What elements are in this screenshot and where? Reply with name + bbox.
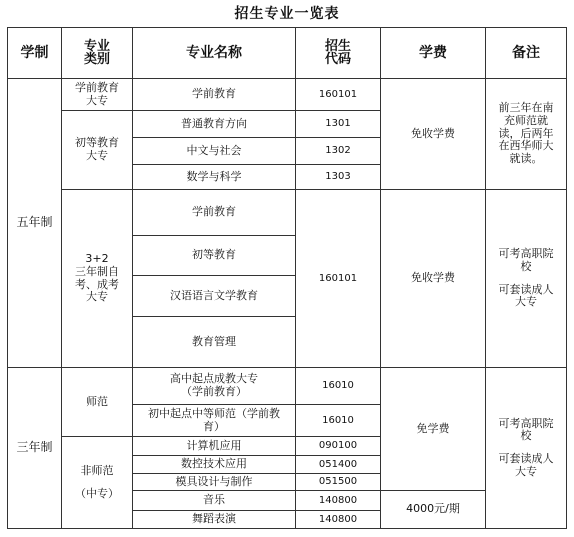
code-cell: 16010 xyxy=(295,404,381,437)
category-preschool-college: 学前教育 大专 xyxy=(61,78,133,111)
remark-cell xyxy=(485,367,567,529)
category-line: 非师范 xyxy=(80,463,114,477)
remark-line: 可考高职院 校 xyxy=(498,416,554,443)
fee-cell: 免收学费 xyxy=(380,78,486,190)
page-title: 招生专业一览表 xyxy=(234,6,340,22)
code-cell: 090100 xyxy=(295,436,381,456)
category-3plus2 xyxy=(61,189,133,368)
major-cell: 模具设计与制作 xyxy=(132,473,296,491)
major-cell: 高中起点成教大专 （学前教育） xyxy=(132,367,296,405)
category-line: （中专） xyxy=(75,486,119,500)
remark-cell xyxy=(485,189,567,368)
major-cell: 计算机应用 xyxy=(132,436,296,456)
major-cell: 普通教育方向 xyxy=(132,110,296,138)
category-line: 三年制自 考、成考 大专 xyxy=(75,264,119,304)
fee-cell: 免收学费 xyxy=(380,189,486,368)
category-non-normal xyxy=(61,436,133,529)
remark-line: 可套读成人 大专 xyxy=(498,282,554,309)
code-cell: 1303 xyxy=(295,164,381,190)
code-cell: 1301 xyxy=(295,110,381,138)
code-cell: 140800 xyxy=(295,510,381,529)
category-normal: 师范 xyxy=(61,367,133,437)
major-cell: 学前教育 xyxy=(132,78,296,111)
code-cell: 051400 xyxy=(295,455,381,474)
header-system: 学制 xyxy=(7,27,62,79)
major-cell: 音乐 xyxy=(132,490,296,511)
system-three-year: 三年制 xyxy=(7,367,62,529)
code-cell: 140800 xyxy=(295,490,381,511)
code-cell: 1302 xyxy=(295,137,381,165)
header-fee: 学费 xyxy=(380,27,486,79)
major-cell: 初等教育 xyxy=(132,235,296,276)
remark-line: 可考高职院 校 xyxy=(498,247,554,273)
header-major: 专业名称 xyxy=(132,27,296,79)
category-primary-college: 初等教育 大专 xyxy=(61,110,133,190)
code-cell: 16010 xyxy=(295,367,381,405)
header-category: 专业 类别 xyxy=(61,27,133,79)
major-cell: 数控技术应用 xyxy=(132,455,296,474)
major-cell: 初中起点中等师范（学前教 育） xyxy=(132,404,296,437)
major-cell: 教育管理 xyxy=(132,316,296,368)
remark-line: 可套读成人 大专 xyxy=(498,452,554,478)
category-line: 3+2 xyxy=(85,252,109,266)
major-cell: 舞蹈表演 xyxy=(132,510,296,529)
code-cell: 051500 xyxy=(295,473,381,491)
system-five-year: 五年制 xyxy=(7,78,62,368)
code-cell: 160101 xyxy=(295,189,381,368)
remark-cell: 前三年在南 充师范就 读，后两年 在西华师大 就读。 xyxy=(485,78,567,190)
major-cell: 汉语语言文学教育 xyxy=(132,275,296,317)
code-cell: 160101 xyxy=(295,78,381,111)
major-cell: 学前教育 xyxy=(132,189,296,236)
fee-cell: 免学费 xyxy=(380,367,486,491)
fee-cell: 4000元/期 xyxy=(380,490,486,529)
major-cell: 中文与社会 xyxy=(132,137,296,165)
header-remark: 备注 xyxy=(485,27,567,79)
header-code: 招生 代码 xyxy=(295,27,381,79)
major-cell: 数学与科学 xyxy=(132,164,296,190)
